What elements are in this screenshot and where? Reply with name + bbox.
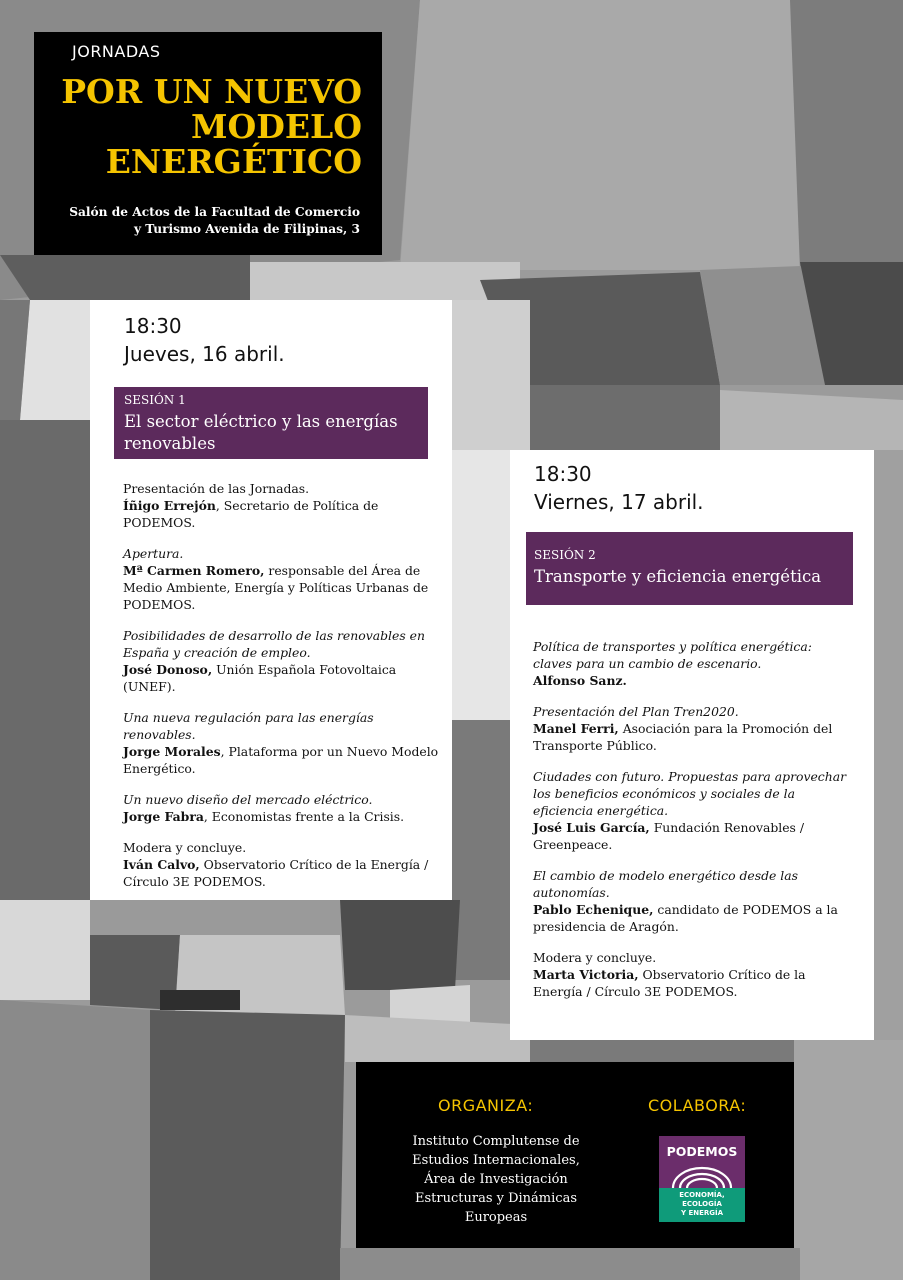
item-description: Apertura. — [123, 546, 184, 561]
item-description: Posibilidades de desarrollo de las renovables en España y creación de empleo. — [123, 628, 425, 660]
speaker-affiliation: , Plataforma por un Nuevo Modelo Energético. — [123, 744, 439, 776]
program-item — [533, 949, 853, 1000]
item-description: Modera y concluye. — [123, 840, 247, 855]
item-description: Una nueva regulación para las energías renovables. — [123, 710, 374, 742]
logo-sub-line: Y ENERGÍA — [680, 1209, 724, 1217]
speaker-name: Manel Ferri, — [533, 721, 619, 736]
organizer-text — [392, 1132, 600, 1227]
session1-banner — [114, 387, 428, 459]
podemos-logo — [659, 1136, 745, 1222]
program-item — [123, 791, 443, 825]
speaker-affiliation: Unión Española Fotovoltaica (UNEF). — [123, 662, 397, 694]
day2-panel — [510, 450, 874, 1040]
program-item — [123, 839, 443, 890]
speaker-affiliation: responsable del Área de Medio Ambiente, Energía y Políticas Urbanas de PODEMOS. — [123, 563, 429, 612]
logo-subtitle — [659, 1191, 745, 1218]
venue-line: Salón de Actos de la Facultad de Comercio — [69, 205, 360, 219]
speaker-name: Íñigo Errejón — [123, 498, 216, 513]
colabora-label: COLABORA: — [648, 1096, 747, 1115]
logo-top — [659, 1136, 745, 1188]
session1-title: El sector eléctrico y las energías renovables — [124, 412, 398, 453]
session1-number: SESIÓN 1 — [124, 393, 186, 407]
session2-title: Transporte y eficiencia energética — [534, 567, 822, 586]
day2-time: 18:30 — [534, 462, 592, 486]
logo-sub-line: ECOLOGÍA — [682, 1200, 722, 1208]
program-item — [123, 480, 443, 531]
event-title-line: MODELO — [191, 107, 362, 146]
speaker-name: Iván Calvo, — [123, 857, 200, 872]
day1-program — [123, 480, 443, 904]
program-item — [123, 545, 443, 613]
organizer-line: Instituto Complutense de — [412, 1134, 580, 1149]
event-kicker: JORNADAS — [72, 42, 161, 61]
speaker-name: José Luis García, — [533, 820, 650, 835]
item-description: Un nuevo diseño del mercado eléctrico. — [123, 792, 373, 807]
day2-date: Viernes, 17 abril. — [534, 490, 704, 514]
item-description: Presentación de las Jornadas. — [123, 481, 310, 496]
event-title-line: ENERGÉTICO — [105, 142, 362, 181]
speaker-name: Jorge Fabra — [123, 809, 204, 824]
speaker-name: Pablo Echenique, — [533, 902, 654, 917]
speaker-affiliation: , Economistas frente a la Crisis. — [203, 809, 405, 824]
speaker-affiliation: candidato de PODEMOS a la presidencia de Aragón. — [533, 902, 838, 934]
footer-block — [356, 1062, 794, 1248]
day1-panel — [90, 300, 452, 900]
session2-banner — [526, 532, 853, 605]
organizer-line: Estudios Internacionales, — [412, 1153, 580, 1168]
organizer-line: Estructuras y Dinámicas — [415, 1191, 577, 1206]
logo-sub-line: ECONOMÍA, — [679, 1191, 725, 1199]
program-item — [123, 709, 443, 777]
speaker-affiliation: Fundación Renovables / Greenpeace. — [533, 820, 805, 852]
speaker-name: Alfonso Sanz. — [533, 673, 627, 688]
speaker-name: Marta Victoria, — [533, 967, 639, 982]
program-item — [533, 867, 853, 935]
organiza-label: ORGANIZA: — [438, 1096, 534, 1115]
speaker-name: Jorge Morales — [123, 744, 221, 759]
speaker-affiliation: Asociación para la Promoción del Transporte Público. — [533, 721, 833, 753]
logo-bottom — [659, 1188, 745, 1222]
speaker-affiliation: , Secretario de Política de PODEMOS. — [123, 498, 379, 530]
program-item — [533, 768, 853, 853]
organizer-line: Europeas — [464, 1210, 528, 1225]
speaker-name: Mª Carmen Romero, — [123, 563, 265, 578]
item-description: Política de transportes y política energética: claves para un cambio de escenario. — [533, 639, 812, 671]
day2-program — [533, 638, 853, 1014]
title-block — [34, 32, 382, 255]
event-title-line: POR UN NUEVO — [61, 72, 362, 111]
speaker-name: José Donoso, — [123, 662, 213, 677]
item-description: Ciudades con futuro. Propuestas para aprovechar los beneficios económicos y sociales de la eficiencia energética. — [533, 769, 847, 818]
event-venue — [69, 204, 360, 238]
venue-line: y Turismo Avenida de Filipinas, 3 — [133, 222, 360, 236]
program-item — [533, 703, 853, 754]
item-description: Presentación del Plan Tren2020. — [533, 704, 739, 719]
item-description: El cambio de modelo energético desde las autonomías. — [533, 868, 799, 900]
logo-arc-icon — [659, 1156, 745, 1188]
speaker-affiliation: Observatorio Crítico de la Energía / Círculo 3E PODEMOS. — [533, 967, 806, 999]
session2-number: SESIÓN 2 — [534, 548, 596, 562]
program-item — [533, 638, 853, 689]
program-item — [123, 627, 443, 695]
logo-name: PODEMOS — [666, 1144, 738, 1159]
organizer-line: Área de Investigación — [424, 1172, 568, 1187]
day1-time: 18:30 — [124, 314, 182, 338]
day1-date: Jueves, 16 abril. — [124, 342, 285, 366]
speaker-affiliation: Observatorio Crítico de la Energía / Círculo 3E PODEMOS. — [123, 857, 429, 889]
item-description: Modera y concluye. — [533, 950, 657, 965]
event-title — [61, 74, 362, 179]
